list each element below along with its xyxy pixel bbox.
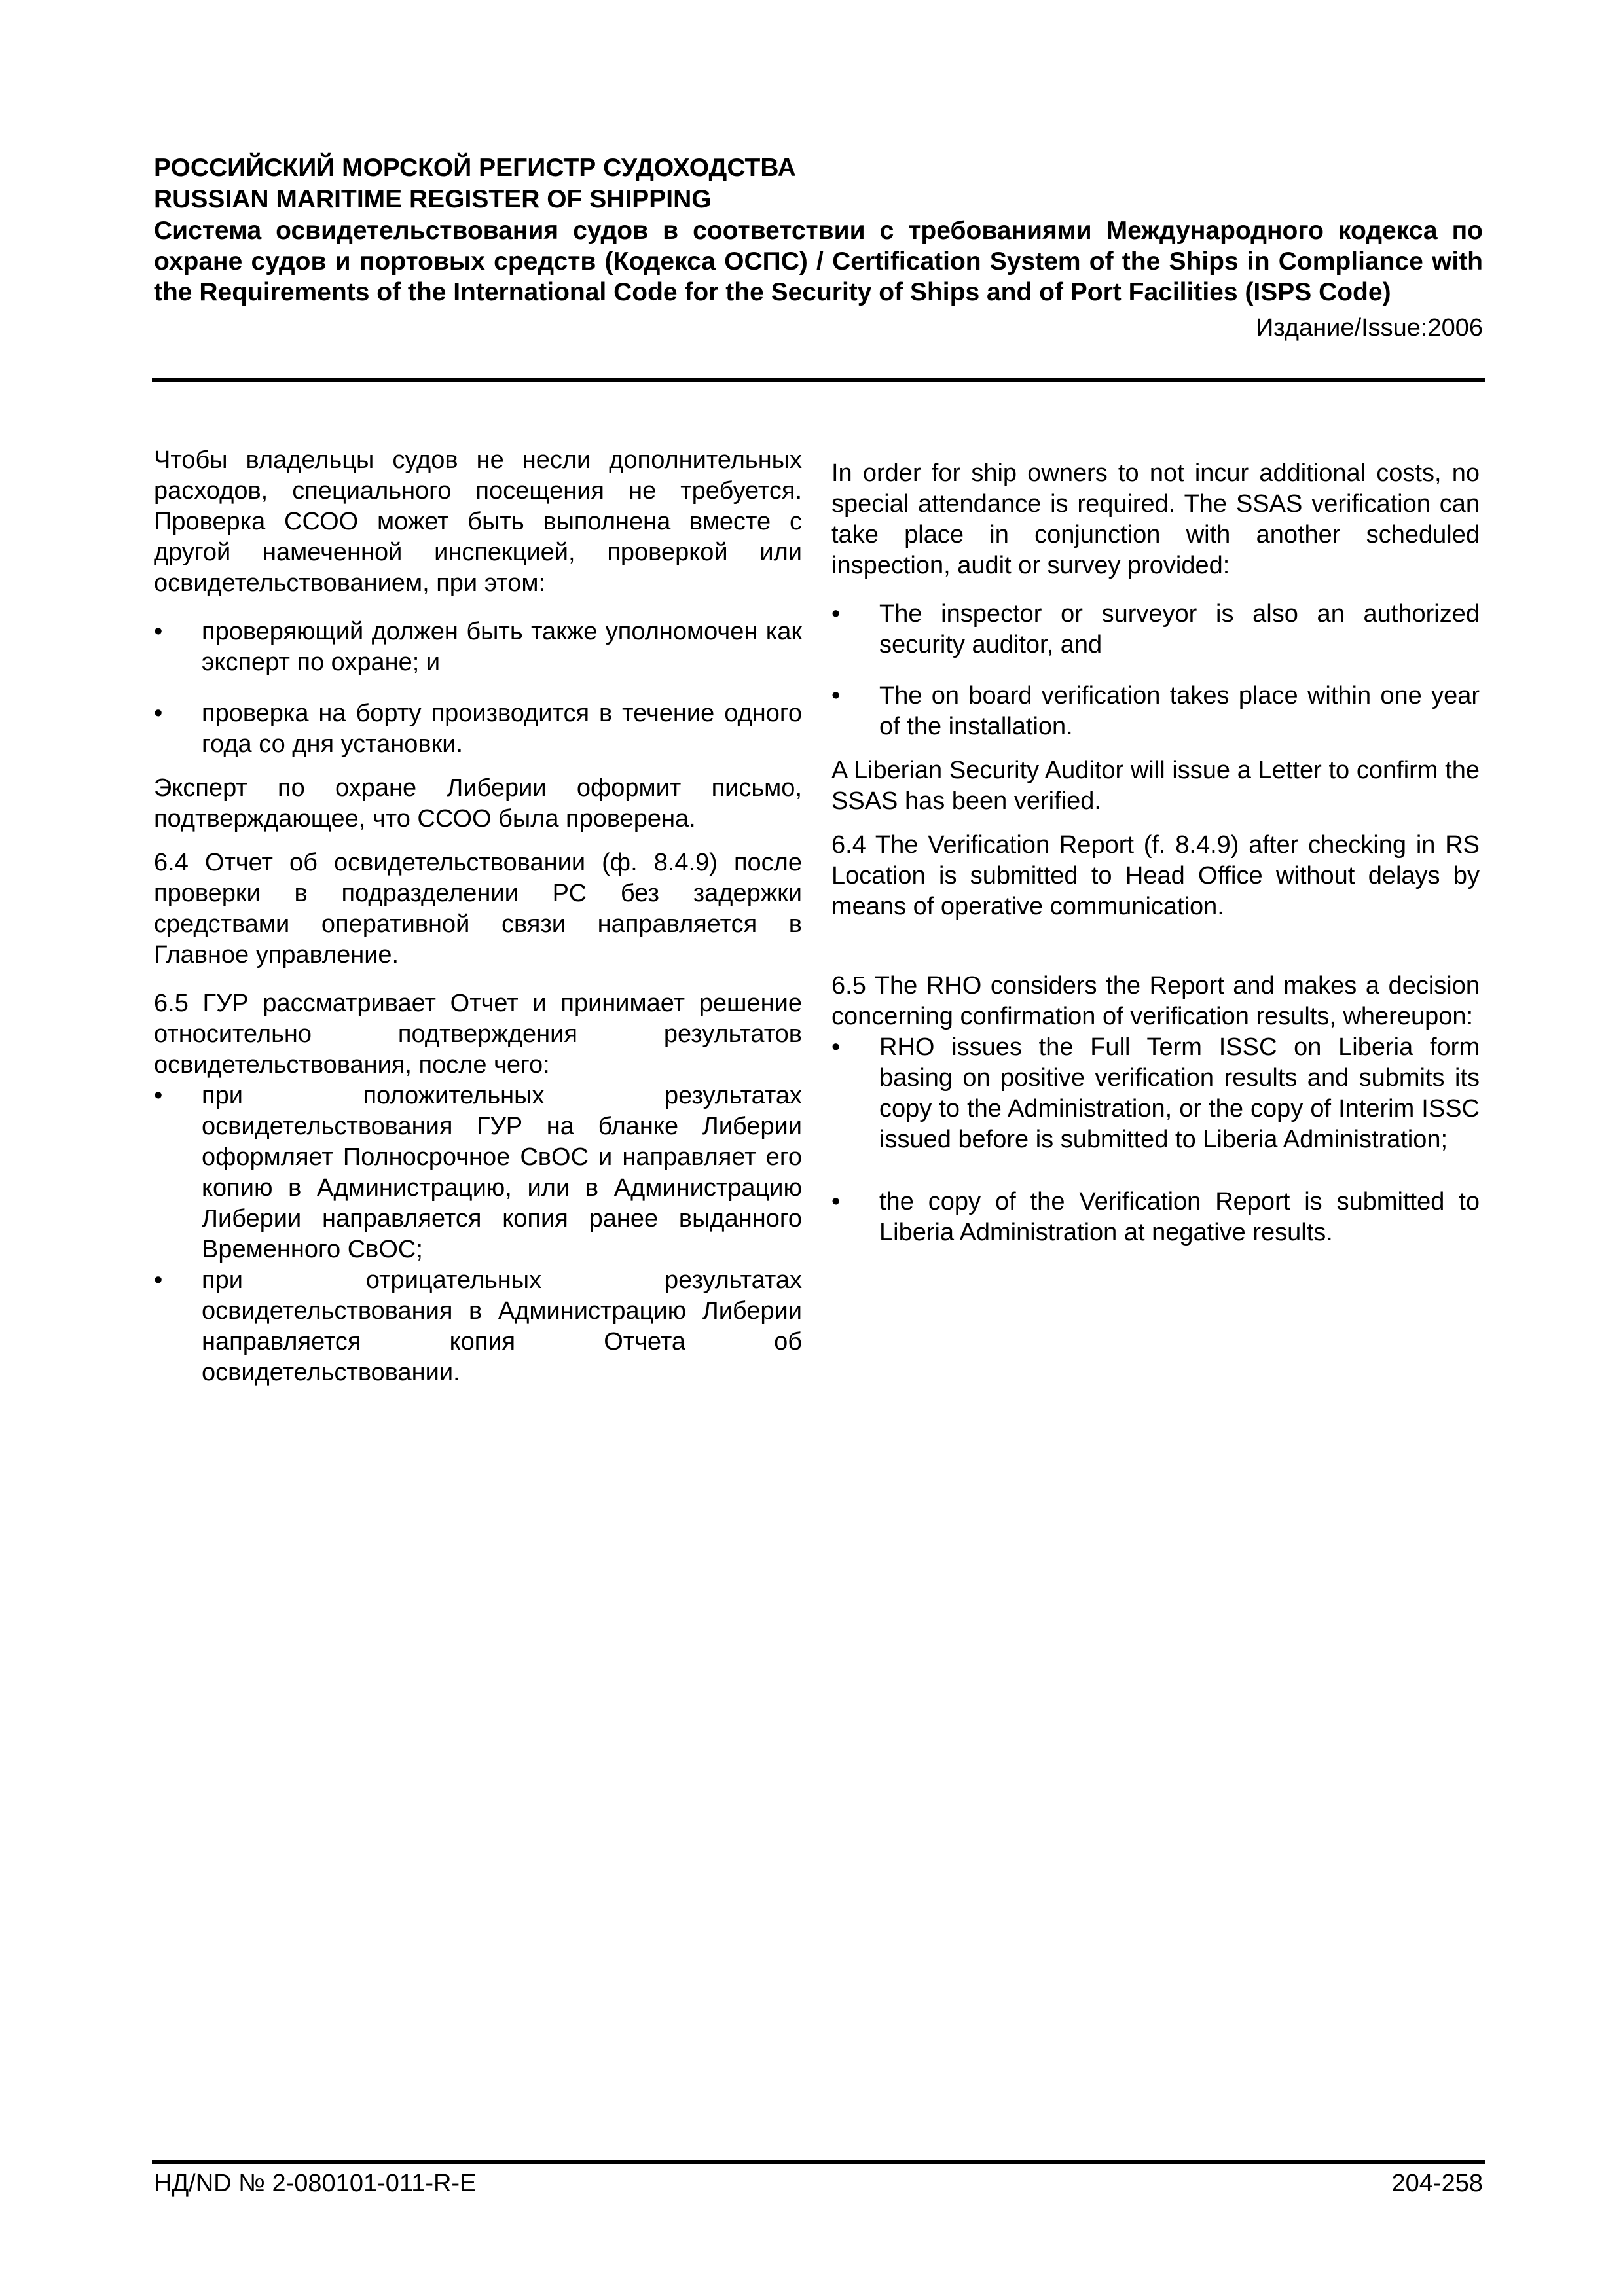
bullet-icon: • (154, 618, 163, 645)
en-paragraph-6-5: 6.5 The RHO considers the Report and makes a decision concerning confirmation of verification results, whereupon: (831, 972, 1480, 1030)
ru-paragraph-6-4: 6.4 Отчет об освидетельствовании (ф. 8.4.9) после проверки в подразделении РС без задержки средствами оперативной связи направляется в Главное управление. (154, 849, 802, 969)
en-bullet-item (831, 1032, 1480, 1155)
ru-bullet-text: проверка на борту производится в течение одного года со дня установки. (202, 700, 802, 758)
issue-label: Издание/Issue:2006 (1255, 314, 1483, 342)
bullet-icon: • (831, 1033, 841, 1061)
en-bullet-item (831, 599, 1480, 660)
ru-paragraph-auditor: Эксперт по охране Либерии оформит письмо, подтверждающее, что ССОО была проверена. (154, 774, 802, 833)
ru-bullet-item (154, 1081, 802, 1265)
en-paragraph-auditor: A Liberian Security Auditor will issue a Letter to confirm the SSAS has been verified. (831, 757, 1480, 815)
en-paragraph-intro: In order for ship owners to not incur additional costs, no special attendance is required. The SSAS verification can take place in conjunction with another scheduled inspection, audit or survey provided: (831, 459, 1480, 579)
english-column (831, 458, 1480, 1248)
bullet-icon: • (831, 682, 841, 709)
russian-column (154, 445, 802, 1388)
ru-bullet-item (154, 1265, 802, 1388)
en-bullet-text: The on board verification takes place within one year of the installation. (879, 682, 1480, 740)
bullet-icon: • (154, 1082, 163, 1109)
ru-paragraph-6-5: 6.5 ГУР рассматривает Отчет и принимает решение относительно подтверждения результатов освидетельствования, после чего: (154, 990, 802, 1079)
en-bullet-text: RHO issues the Full Term ISSC on Liberia form basing on positive verification results and submits its copy to the Administration, or the copy of Interim ISSC issued before is submitted to Liberia Administration; (879, 1033, 1480, 1153)
page-number: 204-258 (1391, 2170, 1483, 2197)
en-bullet-item (831, 1187, 1480, 1248)
page-header (154, 152, 1483, 343)
bullet-icon: • (831, 600, 841, 628)
en-bullet-item (831, 681, 1480, 742)
footer-divider (152, 2160, 1485, 2164)
org-name-en: RUSSIAN MARITIME REGISTER OF SHIPPING (154, 185, 712, 213)
ru-bullet-item (154, 698, 802, 760)
ru-bullet-text: при положительных результатах освидетельствования ГУР на бланке Либерии оформляет Полносрочное СвОС и направляет его копию в Администрацию, или в Администрацию Либерии направляется копия ранее выданного Временного СвОС; (202, 1082, 802, 1263)
document-number: НД/ND № 2-080101-011-R-E (154, 2170, 477, 2197)
en-paragraph-6-4: 6.4 The Verification Report (f. 8.4.9) after checking in RS Location is submitted to Head Office without delays by means of operative communication. (831, 831, 1480, 920)
document-title: Система освидетельствования судов в соответствии с требованиями Международного кодекса по охране судов и портовых средств (Кодекса ОСПС) / Certification System of the Ships in Compliance with the Requirements of the International Code for the Security of Ships and of Port Facilities (ISPS Code) (154, 217, 1483, 306)
header-divider (152, 378, 1485, 382)
ru-bullet-text: при отрицательных результатах освидетельствования в Администрацию Либерии направляется копия Отчета об освидетельствовании. (202, 1266, 802, 1386)
bullet-icon: • (831, 1188, 841, 1215)
ru-bullet-item (154, 617, 802, 678)
org-name-ru: РОССИЙСКИЙ МОРСКОЙ РЕГИСТР СУДОХОДСТВА (154, 154, 796, 182)
en-bullet-text: the copy of the Verification Report is submitted to Liberia Administration at negative results. (879, 1188, 1480, 1246)
en-bullet-text: The inspector or surveyor is also an authorized security auditor, and (879, 600, 1480, 658)
ru-bullet-text: проверяющий должен быть также уполномочен как эксперт по охране; и (202, 618, 802, 676)
bullet-icon: • (154, 700, 163, 727)
bullet-icon: • (154, 1266, 163, 1294)
ru-paragraph-intro: Чтобы владельцы судов не несли дополнительных расходов, специального посещения не требуется. Проверка ССОО может быть выполнена вместе с другой намеченной инспекцией, проверкой или освидетельствованием, при этом: (154, 446, 802, 597)
